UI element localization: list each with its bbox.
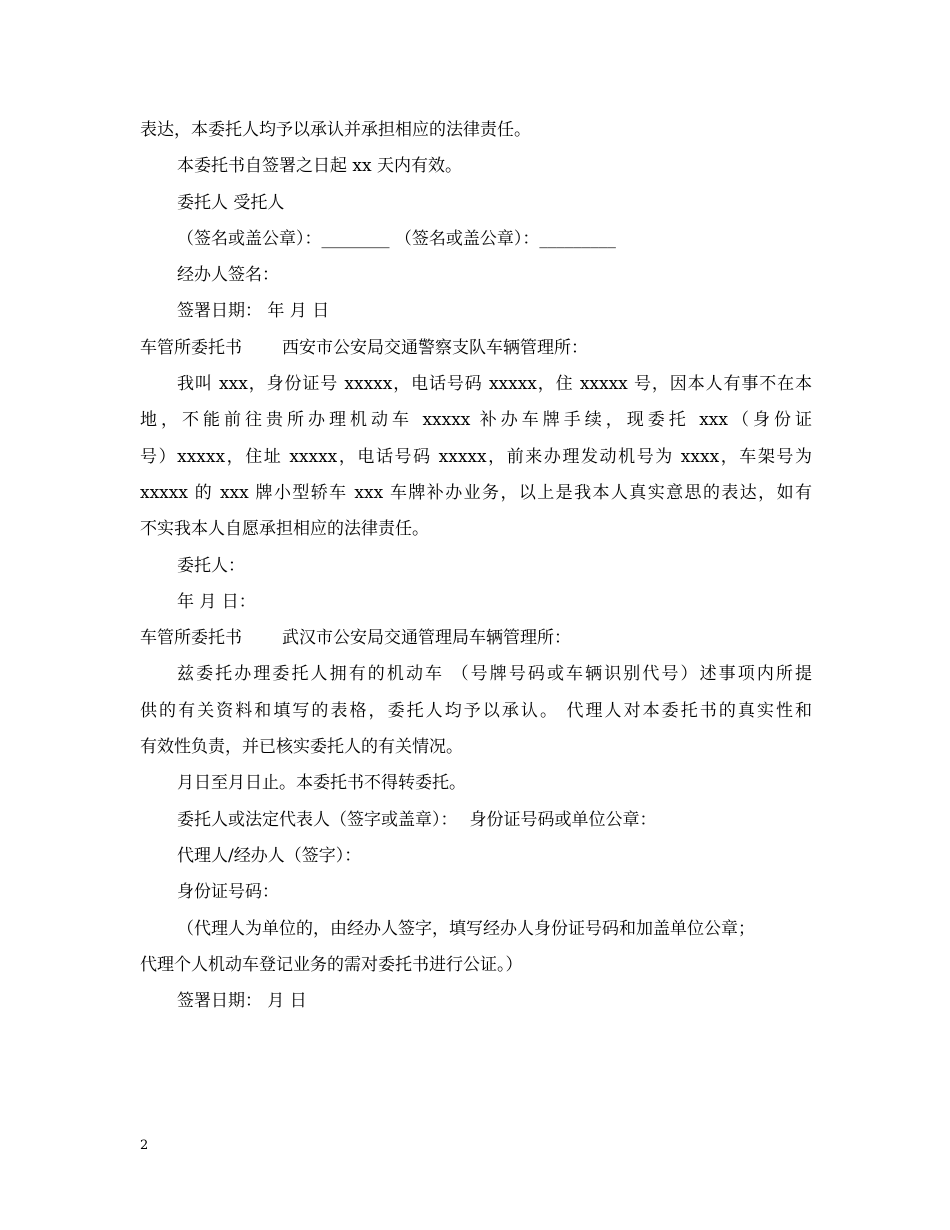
id-number-label: 身份证号码： [177,882,279,903]
paragraph-line: 号）xxxxx，住址 xxxxx，电话号码 xxxxx，前来办理发动机号为 xxxx，车架号为 [140,446,812,467]
paragraph-line: xxxxx 的 xxx 牌小型轿车 xxx 车牌补办业务，以上是我本人真实意思的表达，如有 [140,482,812,503]
agent-signature-label: 代理人/经办人（签字）： [177,845,362,866]
period-clause: 月日至月日止。本委托书不得转委托。 [177,773,466,794]
addressee: 西安市公安局交通警察支队车辆管理所： [282,337,588,358]
section-title: 车管所委托书 [140,628,242,649]
validity-clause: 本委托书自签署之日起 xx 天内有效。 [177,156,462,177]
principal-signature-label: 委托人或法定代表人（签字或盖章）： [177,809,458,830]
section-title: 车管所委托书 [140,337,242,358]
principal-signature-line [140,802,812,838]
paragraph-line: 我叫 xxx，身份证号 xxxxx，电话号码 xxxxx，住 xxxxx 号，因本人有事不在本 [177,374,812,395]
note-line: 代理个人机动车登记业务的需对委托书进行公证。） [140,954,523,975]
page-number: 2 [140,1138,149,1153]
paragraph-line: 有效性负责，并已核实委托人的有关情况。 [140,737,463,758]
id-or-seal-label: 身份证号码或单位公章： [469,809,657,830]
signature-line: （签名或盖公章）：________ （签名或盖公章）：_________ [177,228,616,249]
sign-date-line: 签署日期： 年 月 日 [177,301,330,322]
section-heading [140,620,812,656]
paragraph-line: 供的有关资料和填写的表格，委托人均予以承认。 代理人对本委托书的真实性和 [140,700,812,721]
paragraph-line: 不实我本人自愿承担相应的法律责任。 [140,519,429,540]
paragraph-line: 地，不能前往贵所办理机动车 xxxxx 补办车牌手续，现委托 xxx（身份证 [140,410,812,431]
document-body [140,112,812,1019]
principal-label: 委托人： [177,555,245,576]
text-line: 表达，本委托人均予以承认并承担相应的法律责任。 [140,120,531,140]
addressee: 武汉市公安局交通管理局车辆管理所： [282,628,571,649]
paragraph-line: 兹委托办理委托人拥有的机动车 （号牌号码或车辆识别代号）述事项内所提 [177,664,812,685]
handler-signature-label: 经办人签名： [177,265,279,286]
section-heading [140,330,812,366]
note-line: （代理人为单位的，由经办人签字，填写经办人身份证号码和加盖单位公章； [177,918,755,939]
parties-line: 委托人 受托人 [177,192,285,213]
sign-date-line: 签署日期： 月 日 [177,991,307,1012]
date-label: 年 月 日： [177,591,256,612]
